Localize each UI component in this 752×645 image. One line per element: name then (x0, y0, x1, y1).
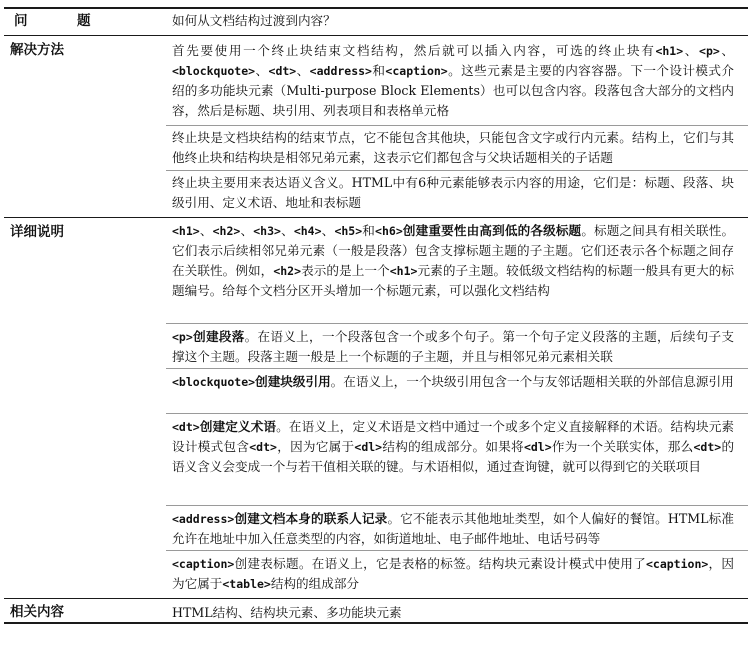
paragraph-divider (166, 550, 748, 551)
solution-paragraph: 终止块主要用来表达语义含义。HTML中有6种元素能够表示内容的用途，它们是：标题、段落、块级引用、定义术语、地址和表标题 (172, 175, 734, 210)
html-tag-code: <h1> (389, 264, 418, 278)
html-tag-code: <h1> (172, 224, 200, 238)
html-tag-code: <h4> (293, 224, 322, 238)
bold-phrase: 创建块级引用 (255, 374, 331, 389)
html-tag-code: <dl> (354, 440, 383, 454)
html-tag-code: <address> (172, 512, 235, 526)
html-tag-code: <address> (309, 64, 372, 78)
label-related: 相关内容 (10, 604, 64, 620)
details-paragraph: <address>创建文档本身的联系人记录。它不能表示其他地址类型，如个人偏好的餐馆。HTML标准允许在地址中加入任意类型的内容，如街道地址、电子邮件地址、电话号码等 (172, 511, 734, 546)
bold-phrase: 创建文档本身的联系人记录 (234, 511, 388, 526)
table-top-rule (4, 7, 748, 9)
html-tag-code: <dt> (693, 440, 722, 454)
details-paragraph: <p>创建段落。在语义上，一个段落包含一个或多个句子。第一个句子定义段落的主题，后续句子支撑这个主题。段落主题一般是上一个标题的子主题，并且与相邻兄弟元素相关联 (172, 329, 735, 364)
html-tag-code: <h5> (334, 224, 363, 238)
bold-phrase: 创建段落 (192, 329, 245, 344)
bold-phrase: 创建定义术语 (199, 419, 277, 434)
html-tag-code: <p> (699, 44, 720, 58)
paragraph-divider (166, 505, 748, 506)
related-text: HTML结构、结构块元素、多功能块元素 (172, 605, 402, 620)
html-tag-code: <blockquote> (172, 64, 256, 78)
html-tag-code: <caption> (385, 64, 448, 78)
details-paragraph: <caption>创建表标题。在语义上，它是表格的标签。结构块元素设计模式中使用了<caption>，因为它属于<table>结构的组成部分 (172, 556, 735, 591)
html-tag-code: <p> (172, 330, 193, 344)
solution-paragraph: 首先要使用一个终止块结束文档结构，然后就可以插入内容，可选的终止块有<h1>、<p>、<blockquote>、<dt>、<address>和<caption>。这些元素是主要的内容容器。下一个设计模式介绍的多功能块元素（Multi-purpose Block Elements）也可以包含内容。段落包含大部分的文档内容，然后是标题、块引用、列表项目和表格单元格 (172, 43, 735, 118)
html-tag-code: <caption> (172, 557, 235, 571)
details-paragraph: <dt>创建定义术语。在语义上，定义术语是文档中通过一个或多个定义直接解释的术语。结构块元素设计模式包含<dt>，因为它属于<dl>结构的组成部分。如果将<dl>作为一个关联实体，那么<dt>的语义含义会变成一个与若干值相关联的键。与术语相似，通过查询键，就可以得到它的关联项目 (172, 419, 735, 474)
paragraph-divider (166, 368, 748, 369)
paragraph-divider (166, 170, 748, 171)
question-text: 如何从文档结构过渡到内容？ (172, 13, 336, 28)
label-question: 问 题 (14, 13, 109, 29)
html-tag-code: <h2> (273, 264, 302, 278)
html-tag-code: <caption> (645, 557, 709, 571)
row-divider (4, 598, 748, 599)
html-tag-code: <dt> (249, 440, 277, 454)
html-tag-code: <table> (222, 577, 271, 591)
details-paragraph: <blockquote>创建块级引用。在语义上，一个块级引用包含一个与友邻话题相关联的外部信息源引用 (172, 374, 734, 389)
paragraph-divider (166, 323, 748, 324)
html-tag-code: <dt> (172, 420, 200, 434)
paragraph-divider (166, 413, 748, 414)
html-tag-code: <dt> (268, 64, 297, 78)
solution-paragraph: 终止块是文档块结构的结束节点，它不能包含其他块，只能包含文字或行内元素。结构上，它们与其他终止块和结构块是相邻兄弟元素，这表示它们都包含与父块话题相关的子话题 (172, 130, 734, 165)
row-divider (4, 35, 748, 36)
html-tag-code: <h6> (375, 224, 403, 238)
html-tag-code: <h1> (655, 44, 684, 58)
html-tag-code: <blockquote> (172, 375, 256, 389)
bold-phrase: 创建重要性由高到低的各级标题 (402, 223, 582, 238)
details-paragraph: <h1>、<h2>、<h3>、<h4>、<h5>和<h6>创建重要性由高到低的各级标题。标题之间具有相关联性。它们表示后续相邻兄弟元素（一般是段落）包含支撑标题主题的子主题。它们还表示各个标题之间存在关联性。例如，<h2>表示的是上一个<h1>元素的子主题。较低级文档结构的标题一般具有更大的标题编号。给每个文档分区开头增加一个标题元素，可以强化文档结构 (172, 223, 735, 298)
html-tag-code: <h2> (212, 224, 241, 238)
label-details: 详细说明 (10, 224, 64, 240)
paragraph-divider (166, 125, 748, 126)
row-divider (4, 217, 748, 218)
label-solution: 解决方法 (10, 42, 64, 58)
html-tag-code: <h3> (253, 224, 281, 238)
html-tag-code: <dl> (523, 440, 552, 454)
